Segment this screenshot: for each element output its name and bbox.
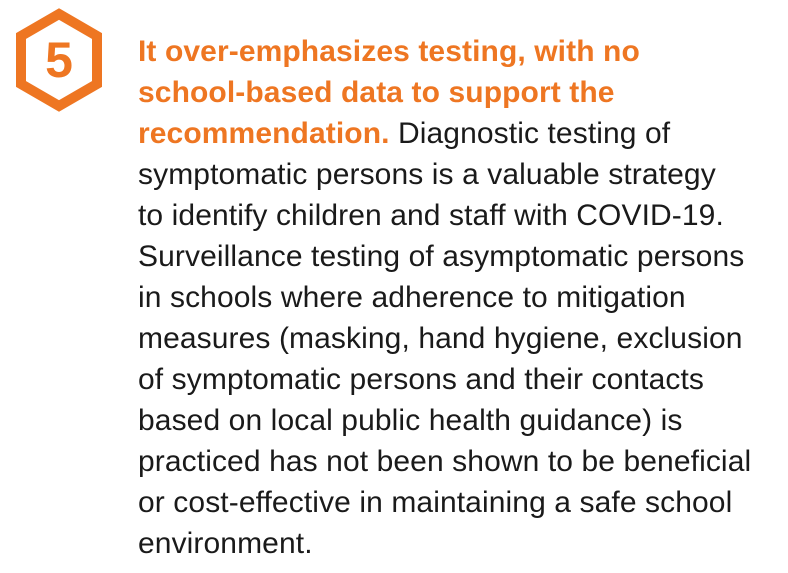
- body-line: or cost-effective in maintaining a safe school: [138, 486, 733, 519]
- body-line: environment.: [138, 527, 313, 560]
- body-line: of symptomatic persons and their contacts: [138, 363, 705, 396]
- body-line: practiced has not been shown to be beneficial: [138, 445, 752, 478]
- body-line: measures (masking, hand hygiene, exclusion: [138, 322, 743, 355]
- item-paragraph: [138, 31, 784, 564]
- heading-line: school-based data to support the: [138, 76, 615, 109]
- heading-line-end: recommendation.: [138, 117, 390, 150]
- body-line: Surveillance testing of asymptomatic persons: [138, 240, 745, 273]
- body-line: based on local public health guidance) is: [138, 404, 683, 437]
- item-number: 5: [45, 32, 73, 88]
- body-line: symptomatic persons is a valuable strategy: [138, 158, 716, 191]
- number-badge: [14, 8, 104, 112]
- heading-line: It over-emphasizes testing, with no: [138, 35, 640, 68]
- mixed-line: [138, 113, 784, 154]
- body-line: to identify children and staff with COVID-19.: [138, 199, 724, 232]
- body-line-start: Diagnostic testing of: [389, 117, 671, 150]
- body-line: in schools where adherence to mitigation: [138, 281, 686, 314]
